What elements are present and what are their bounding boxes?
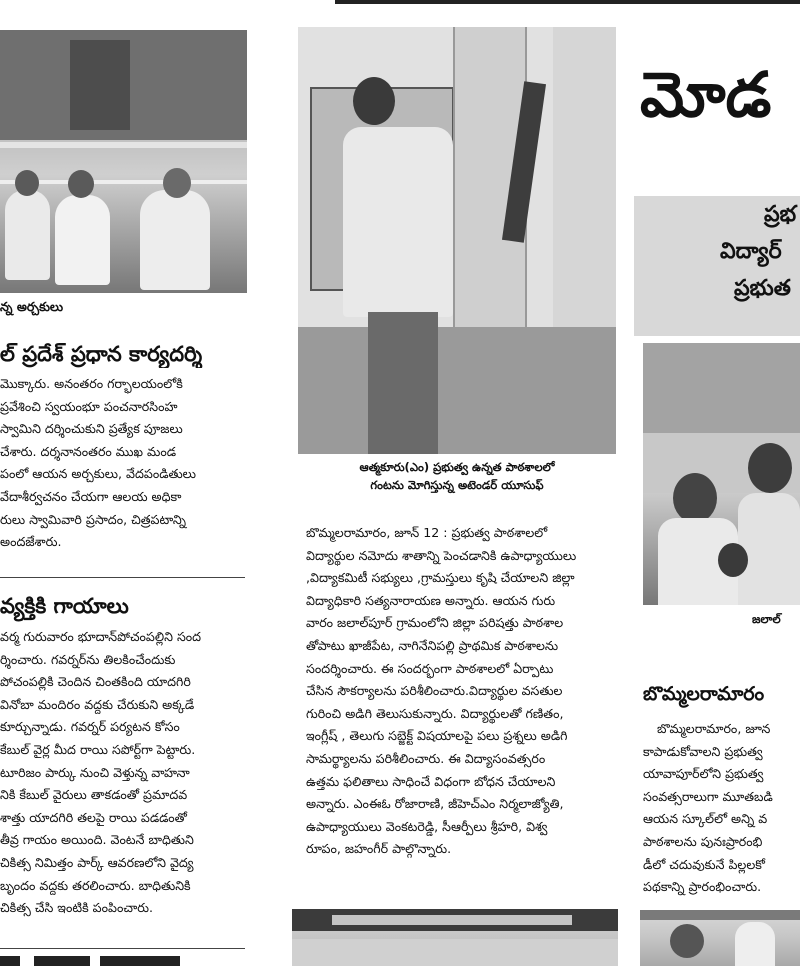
body-line: డీలో చదువుకునే పిల్లలకో bbox=[643, 856, 765, 872]
body-line: సామర్థ్యాలను పరిశీలించారు. ఈ విద్యాసంవత్సరం bbox=[306, 750, 546, 766]
body-line: బొమ్మలరామారం, జూన్ 12 : ప్రభుత్వ పాఠశాలలో bbox=[306, 525, 548, 540]
body-line: అన్నారు. ఎంఈఓ రోజారాణి, జీహెచ్ఎం నిర్మలాజ్యోతి, bbox=[306, 796, 564, 812]
subheading-line: ప్రభుత bbox=[734, 276, 791, 301]
body-line: బొమ్మలరామారం, జూన bbox=[657, 721, 771, 736]
body-line: తీవ్ర గాయం అయింది. వెంటనే బాధితుని bbox=[0, 832, 194, 848]
right-banner-title: మోడ bbox=[640, 60, 772, 130]
body-line: ఉత్తమ ఫలితాలు సాధించే విధంగా బోధన చేయాలని bbox=[306, 773, 556, 789]
body-line: చికిత్స నిమిత్తం పార్క్ ఆవరణలోని వైద్య bbox=[0, 854, 194, 870]
story2-headline: వ్యక్తికి గాయాలు bbox=[0, 594, 129, 618]
right-story-headline: బొమ్మలరామారం bbox=[643, 683, 765, 705]
body-line: తోపాటు ఖాజీపేట, నాగినేనిపల్లి ప్రాథమిక పాఠశాలను bbox=[306, 637, 559, 653]
body-line: మొక్కారు. అనంతరం గర్భాలయంలోకి bbox=[0, 376, 183, 391]
body-line: వేదాశీర్వచనం చేయగా ఆలయ అధికా bbox=[0, 488, 182, 504]
column-divider bbox=[0, 948, 245, 949]
subheading-line: విద్యార్ bbox=[720, 239, 782, 264]
bell-photo-caption bbox=[298, 458, 616, 494]
body-line: ఇంగ్లీష్ , తెలుగు సబ్జెక్ట్ విషయాలపై పలు ప్రశ్నలు అడిగి bbox=[306, 728, 568, 744]
body-line: వారం జలాల్‌పూర్ గ్రామంలోని జిల్లా పరిషత్తు పాఠశాల bbox=[306, 615, 564, 631]
body-line: ర్శించారు. గవర్నర్‌ను తిలకించేందుకు bbox=[0, 651, 176, 667]
body-line: శాత్తు యాదగిరి తలపై రాయి పడడంతో bbox=[0, 809, 187, 825]
right-story-body bbox=[643, 718, 800, 899]
right-subheading-box bbox=[634, 196, 800, 336]
body-line: నికి కేబుల్ వైరులు తాకడంతో ప్రమాదవ bbox=[0, 787, 188, 803]
body-line: ప్రవేశించి స్వయంభూ పంచనారసింహ bbox=[0, 398, 178, 414]
body-line: కూర్చున్నాడు. గవర్నర్ పర్యటన కోసం bbox=[0, 719, 180, 735]
body-line: చేశారు. దర్శనానంతరం ముఖ మండ bbox=[0, 443, 177, 459]
story1-headline: ల్ ప్రదేశ్ ప్రధాన కార్యదర్శి bbox=[0, 342, 203, 366]
body-line: టూరిజం పార్కు నుంచి వెళ్తున్న వాహనా bbox=[0, 764, 190, 780]
deo-story-body bbox=[306, 522, 620, 861]
body-line: కేబుల్ వైర్ల మీద రాయి సపోర్ట్‌గా పెట్టారు. bbox=[0, 741, 196, 757]
right-bottom-photo bbox=[640, 910, 800, 966]
body-line: స్వామిని దర్శించుకుని ప్రత్యేక పూజలు bbox=[0, 421, 183, 437]
story1-body bbox=[0, 373, 245, 554]
subheading-line: ప్రభ bbox=[764, 202, 797, 227]
school-banner-photo bbox=[292, 909, 618, 966]
body-line: ఆయన స్కూల్‌లో అన్ని వ bbox=[643, 811, 768, 827]
body-line: పథకాన్ని ప్రారంభించారు. bbox=[643, 879, 762, 895]
school-visit-photo bbox=[643, 343, 800, 605]
caption-line: ఆత్మకూరు(ఎం) ప్రభుత్వ ఉన్నత పాఠశాలలో bbox=[359, 460, 555, 474]
body-line: కాపాడుకోవాలని ప్రభుత్వ bbox=[643, 743, 763, 759]
body-line: పంలో ఆయన అర్చకులు, వేదపండితులు bbox=[0, 466, 196, 482]
next-headline-cutoff bbox=[0, 956, 180, 966]
body-line: యావాపూర్‌లోని ప్రభుత్వ bbox=[643, 766, 764, 782]
priests-photo bbox=[0, 30, 247, 293]
body-line: విద్యార్థుల నమోదు శాతాన్ని పెంచడానికి ఉపాధ్యాయులు bbox=[306, 547, 577, 563]
body-line: చేసిన సౌకర్యాలను పరిశీలించారు.విద్యార్థుల వసతుల bbox=[306, 683, 563, 699]
body-line: పాఠశాలను పునఃప్రారంభి bbox=[643, 833, 763, 849]
body-line: గురించి అడిగి తెలుసుకున్నారు. విద్యార్థులతో గణితం, bbox=[306, 705, 564, 721]
top-rule bbox=[335, 0, 800, 4]
body-line: పోచంపల్లికి చెందిన చింతకింది యాదగిరి bbox=[0, 674, 191, 690]
story2-body bbox=[0, 626, 245, 920]
school-visit-caption: జలాల్ bbox=[752, 612, 781, 626]
body-line: విద్యాధికారి సత్యనారాయణ అన్నారు. ఆయన గురు bbox=[306, 592, 556, 608]
body-line: సంవత్సరాలుగా మూతబడి bbox=[643, 788, 773, 804]
body-line: వినోబా మందిరం వద్దకు చేరుకుని అక్కడే bbox=[0, 696, 195, 712]
body-line: అందజేశారు. bbox=[0, 534, 62, 550]
body-line: రూపం, జహంగీర్ పాల్గొన్నారు. bbox=[306, 841, 452, 857]
body-line: రులు స్వామివారి ప్రసాదం, చిత్రపటాన్ని bbox=[0, 511, 186, 527]
body-line: వర్మ గురువారం భూదాన్‌పోచంపల్లిని సంద bbox=[0, 629, 202, 644]
body-line: ఉపాధ్యాయులు వెంకటరెడ్డి, సీఆర్పీలు శ్రీహరి, విశ్వ bbox=[306, 818, 548, 834]
body-line: సందర్శించారు. ఈ సందర్భంగా పాఠశాలలో ఏర్పాటు bbox=[306, 660, 554, 676]
priests-photo-caption: న్న అర్చకులు bbox=[0, 299, 64, 314]
caption-line: గంటను మోగిస్తున్న అటెండర్ యూసుఫ్ bbox=[370, 478, 544, 492]
column-divider bbox=[0, 577, 245, 578]
attender-bell-photo bbox=[298, 27, 616, 454]
body-line: బృందం వద్దకు తరలించారు. బాధితునికి bbox=[0, 877, 191, 893]
body-line: చికిత్స చేసి ఇంటికి పంపించారు. bbox=[0, 900, 154, 916]
body-line: ,విద్యాకమిటీ సభ్యులు ,గ్రామస్తులు కృషి చేయాలని జిల్లా bbox=[306, 570, 575, 586]
